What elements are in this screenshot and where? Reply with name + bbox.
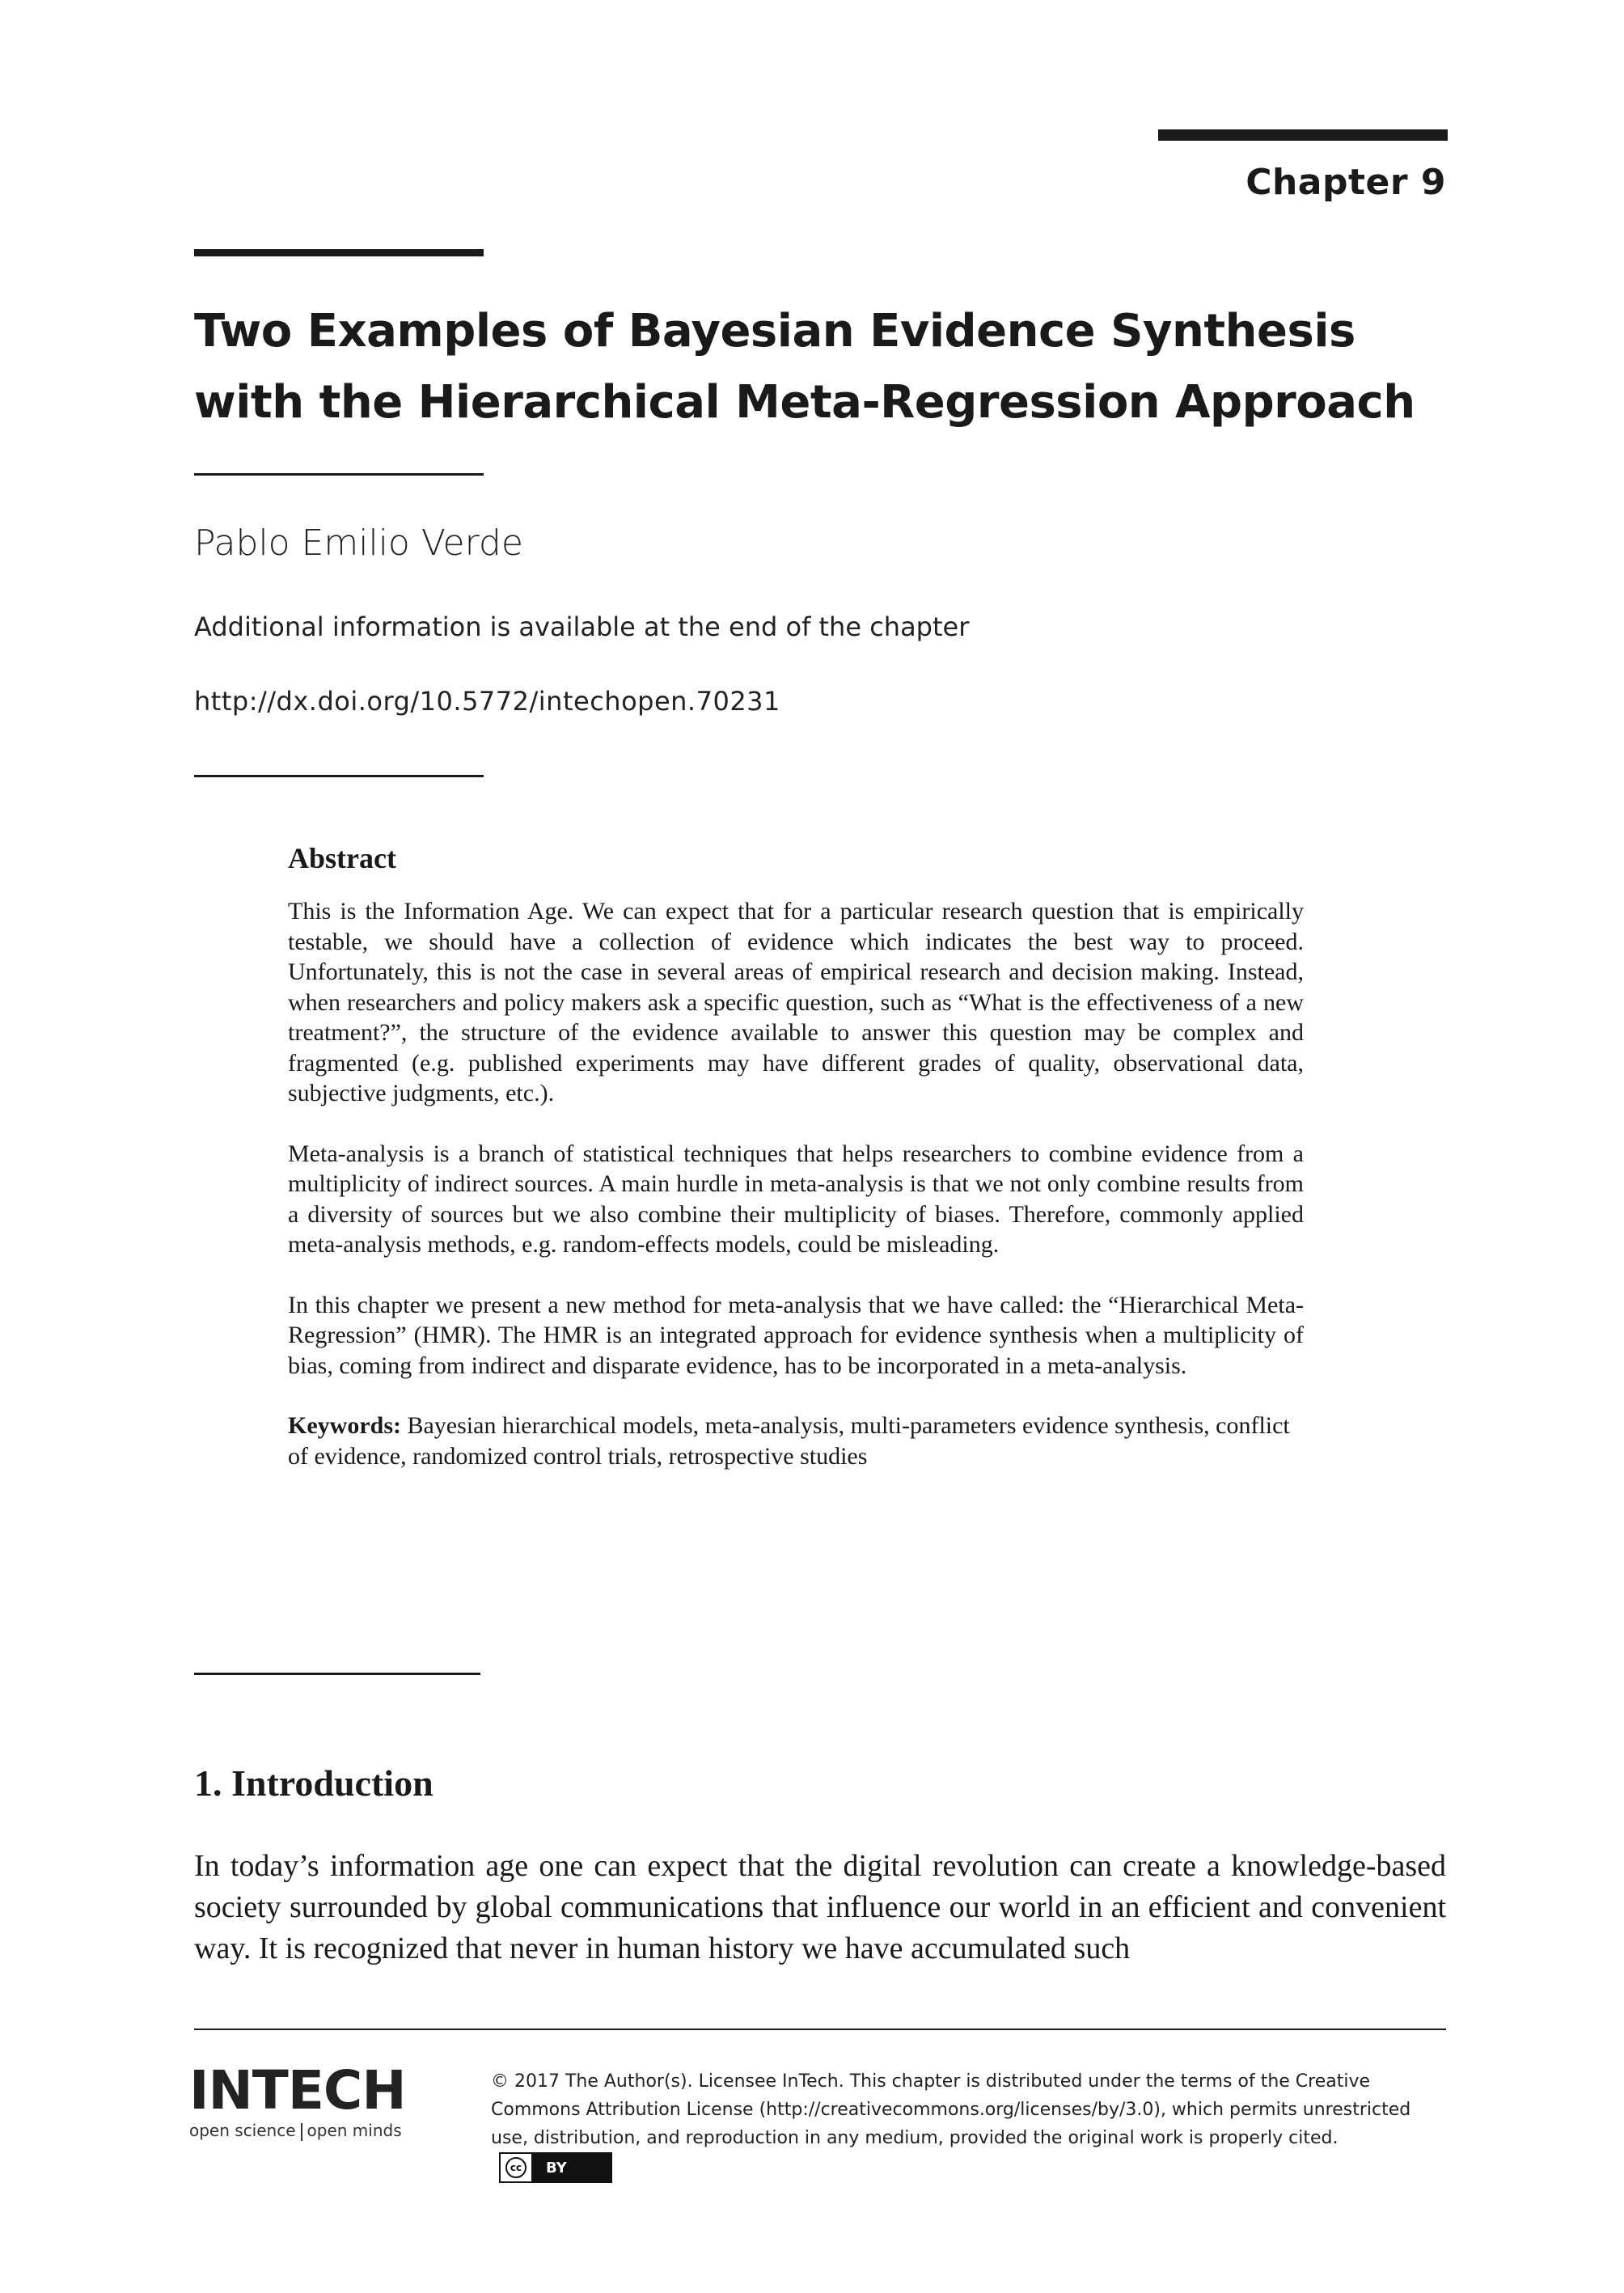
abstract-paragraph-2: Meta-analysis is a branch of statistical techniques that helps researchers to combine evidence from a multiplicity of indirect sources. A main hurdle in meta-analysis is that we not only combine results from a diversity of sources but we also combine their multiplicity of biases. Therefore, commonly applied meta-analysis methods, e.g. random-effects models, could be misleading. [288, 1140, 1304, 1258]
introduction-paragraph: In today’s information age one can expect that the digital revolution can create a knowledge-based society surrounded by global communications that influence our world in an efficient and convenient way. It is recognized that never in human history we have accumulated such [194, 1849, 1446, 1965]
keywords-label: Keywords: [288, 1412, 401, 1439]
abstract-section [288, 841, 1304, 1471]
abstract-paragraph-1: This is the Information Age. We can expect that for a particular research question that is empirically testable, we should have a collection of evidence which indicates the best way to proceed. Unfortunately, this is not the case in several areas of empirical research and decision making. Instead, when researchers and policy makers ask a specific question, such as “What is the effectiveness of a new treatment?”, the structure of the evidence available to answer this question may be complex and fragmented (e.g. published experiments may have different grades of quality, observational data, subjective judgments, etc.). [288, 898, 1304, 1106]
intech-logo-text: INTECH [189, 2059, 406, 2122]
doi-rule-bottom [194, 775, 484, 777]
title-rule-bottom [194, 473, 484, 476]
tagline-right: open minds [307, 2121, 402, 2140]
title-rule-top [194, 249, 484, 256]
chapter-label: Chapter 9 [1245, 162, 1446, 203]
cc-by-badge[interactable] [499, 2152, 612, 2183]
chapter-title: Two Examples of Bayesian Evidence Synthesis with the Hierarchical Meta-Regression Approach [194, 305, 1415, 429]
abstract-heading: Abstract [288, 842, 396, 874]
doi-link[interactable]: http://dx.doi.org/10.5772/intechopen.70231 [194, 686, 780, 717]
additional-info: Additional information is available at the end of the chapter [194, 611, 970, 642]
footer-rule [194, 2029, 1446, 2030]
license-notice [491, 2067, 1453, 2183]
header-rule-top [1158, 129, 1448, 141]
cc-icon: cc [501, 2154, 533, 2181]
abstract-rule-bottom [194, 1673, 480, 1675]
keywords [288, 1411, 1304, 1471]
keywords-list: Bayesian hierarchical models, meta-analysis, multi-parameters evidence synthesis, conflict of evidence, randomized control trials, retrospective studies [288, 1412, 1290, 1470]
author-name: Pablo Emilio Verde [194, 522, 523, 564]
introduction-heading: 1. Introduction [194, 1762, 433, 1804]
tagline-separator [301, 2123, 302, 2141]
abstract-paragraph-3: In this chapter we present a new method for meta-analysis that we have called: the “Hierarchical Meta-Regression” (HMR). The HMR is an integrated approach for evidence synthesis when a multiplicity of bias, coming from indirect and disparate evidence, has to be incorporated in a meta-analysis. [288, 1291, 1304, 1379]
license-text: © 2017 The Author(s). Licensee InTech. This chapter is distributed under the terms of the Creative Commons Attribution License (http://creativecommons.org/licenses/by/3.0), which permits unrestricted use, distribution, and reproduction in any medium, provided the original work is properly cited. [491, 2071, 1411, 2148]
cc-by-label: BY [533, 2154, 611, 2181]
tagline-left: open science [189, 2121, 296, 2140]
intech-logo-tagline [189, 2121, 406, 2141]
intech-logo [189, 2059, 406, 2141]
